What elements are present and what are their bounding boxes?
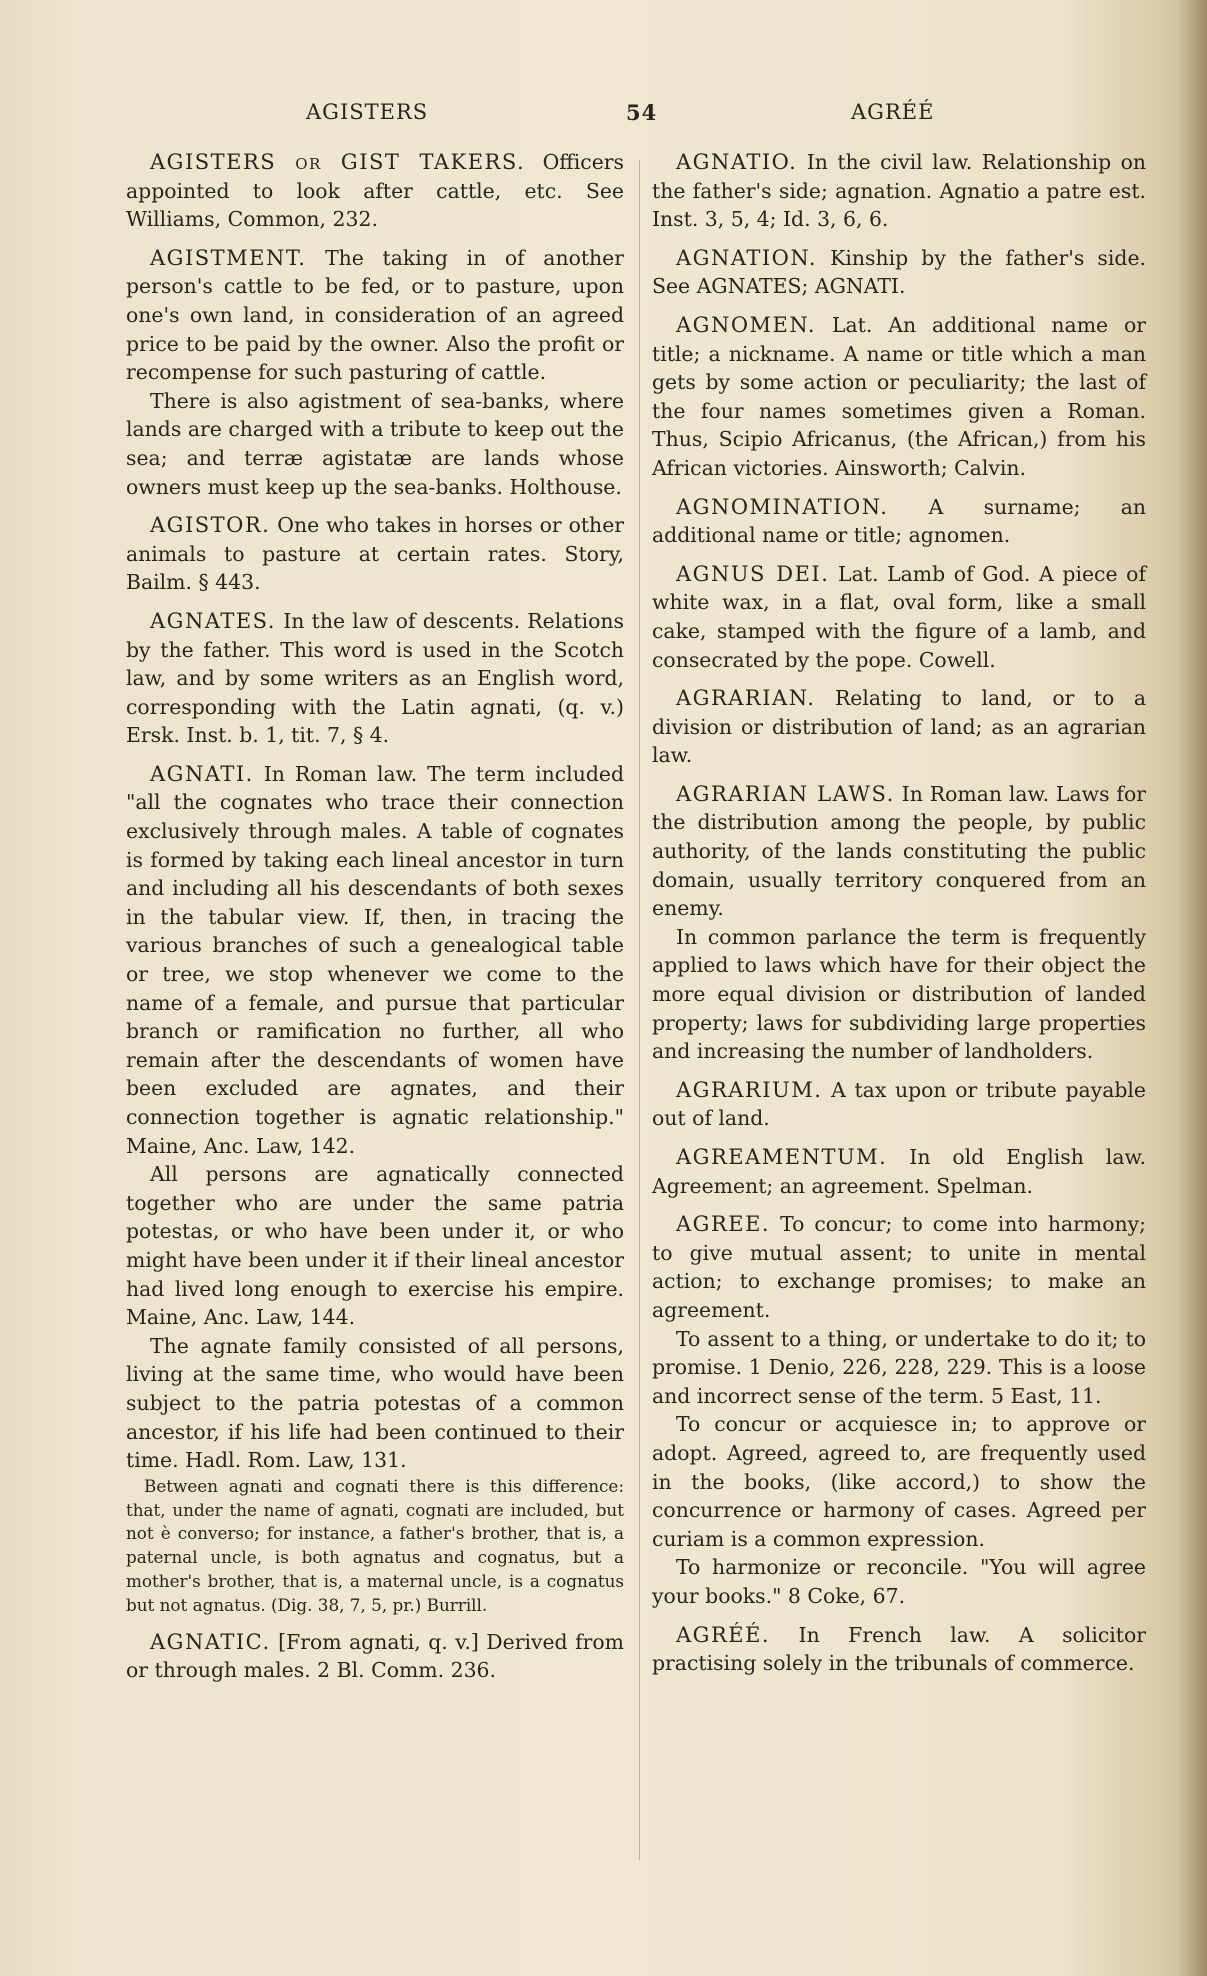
- entry-definition: [126, 1628, 624, 1685]
- header-left-guideword: AGISTERS: [306, 100, 429, 124]
- entry-headword: AGNATIC.: [150, 1629, 271, 1654]
- entry-text: Lat. An additional name or title; a nickname. A name or title which a man gets by some action or peculiarity; the last of the four names sometimes given a Roman. Thus, Scipio Africanus, (the African,) from his African victories. Ainsworth; Calvin.: [652, 312, 1147, 480]
- dictionary-entry: [126, 244, 624, 501]
- entry-definition: [126, 511, 624, 597]
- entry-text: In old English law. Agreement; an agreement. Spelman.: [652, 1145, 1147, 1198]
- entry-note: [126, 1475, 624, 1618]
- entry-definition: [652, 1210, 1146, 1324]
- dictionary-entry: [652, 244, 1146, 301]
- entry-text: [From agnati, q. v.] Derived from or through males. 2 Bl. Comm. 236.: [126, 1629, 624, 1683]
- entry-definition: [652, 148, 1146, 234]
- left-column: [126, 148, 624, 1695]
- entry-headword: AGRARIAN.: [676, 686, 816, 711]
- entry-text: To concur or acquiesce in; to approve or adopt. Agreed, agreed to, are frequently used in the books, (like accord,) to show the concurrence or harmony of cases. Agreed per curiam is a common expression.: [652, 1412, 1146, 1551]
- entry-text: One who takes in horses or other animals to pasture at certain rates. Story, Bailm. § 443.: [126, 513, 625, 595]
- dictionary-entry: [652, 1621, 1146, 1678]
- entry-text: In the law of descents. Relations by the father. This word is used in the Scotch law, and by some writers as an English word, corresponding with the Latin agnati, (q. v.) Ersk. Inst. b. 1, tit. 7, § 4.: [126, 608, 624, 748]
- dictionary-entry: [126, 607, 624, 750]
- entry-definition: [652, 244, 1146, 301]
- entry-text: A surname; an additional name or title; agnomen.: [652, 494, 1147, 548]
- entry-headword: AGNATION.: [676, 245, 818, 270]
- entry-definition: [652, 311, 1146, 483]
- entry-note-text: Between agnati and cognati there is this difference: that, under the name of agnati, cognati are included, but not è converso; for instance, a father's brother, that is, a paternal uncle, is both agnatus and cognatus, but a mother's brother, that is, a maternal uncle, is a cognatus but not agnatus. (Dig. 38, 7, 5, pr.) Burrill.: [126, 1475, 624, 1615]
- entry-headword: AGREAMENTUM.: [676, 1145, 888, 1169]
- entry-headword: AGNOMINATION.: [676, 494, 889, 519]
- entry-definition: [652, 780, 1146, 923]
- entry-headword: AGNATES.: [150, 608, 276, 633]
- entry-paragraph: [126, 1332, 624, 1475]
- entry-text: There is also agistment of sea-banks, where lands are charged with a tribute to keep out the sea; and terræ agistatæ are lands whose owners must keep up the sea-banks. Holthouse.: [126, 388, 624, 499]
- dictionary-entry: [652, 1210, 1146, 1610]
- entry-text: In French law. A solicitor practising solely in the tribunals of commerce.: [652, 1622, 1147, 1676]
- entry-paragraph: [652, 923, 1146, 1066]
- dictionary-entry: [652, 1076, 1146, 1133]
- entry-text: In Roman law. The term included "all the cognates who trace their connection exclusively through males. A table of cognates is formed by taking each lineal ancestor in turn and including all his descendants of both sexes in the tabular view. If, then, in tracing the various branches of such a genealogical table or tree, we stop whenever we come to the name of a female, and pursue that particular branch or ramification no further, all who remain after the descendants of women have been excluded are agnates, and their connection together is agnatic relationship." Maine, Anc. Law, 142.: [126, 761, 624, 1158]
- page-number: 54: [626, 100, 658, 125]
- entry-definition: [652, 493, 1146, 550]
- entry-definition: [126, 148, 624, 234]
- entry-definition: [652, 684, 1146, 770]
- entry-text: In Roman law. Laws for the distribution among the people, by public authority, of the lands constituting the public domain, usually territory conquered from an enemy.: [652, 781, 1146, 921]
- entry-paragraph: [652, 1553, 1146, 1610]
- entry-text: To concur; to come into harmony; to give mutual assent; to unite in mental action; to exchange promises; to make an agreement.: [652, 1212, 1147, 1322]
- dictionary-entry: [126, 148, 624, 234]
- entry-definition: [126, 244, 624, 387]
- entry-text: Officers appointed to look after cattle, etc. See Williams, Common, 232.: [126, 150, 625, 232]
- entry-headword: AGRARIUM.: [676, 1077, 823, 1102]
- running-header: [0, 94, 1207, 130]
- dictionary-entry: [652, 684, 1146, 770]
- entry-text: Kinship by the father's side. See AGNATES; AGNATI.: [652, 245, 1147, 299]
- entry-text: To harmonize or reconcile. "You will agree your books." 8 Coke, 67.: [652, 1555, 1146, 1608]
- page-edge-shadow: [1177, 0, 1207, 1976]
- entry-definition: [652, 1076, 1146, 1133]
- entry-headword: AGNUS DEI.: [676, 561, 830, 586]
- entry-paragraph: [652, 1410, 1146, 1553]
- dictionary-entry: [126, 1628, 624, 1685]
- dictionary-entry: [126, 760, 624, 1618]
- entry-text: To assent to a thing, or undertake to do it; to promise. 1 Denio, 226, 228, 229. This is a loose and incorrect sense of the term. 5 East, 11.: [652, 1326, 1146, 1408]
- dictionary-entry: [652, 148, 1146, 234]
- entry-headword: AGISTERS or GIST TAKERS.: [150, 150, 526, 174]
- entry-text: In common parlance the term is frequently applied to laws which have for their object the more equal division or distribution of landed property; laws for subdividing large properties and increasing the number of landholders.: [652, 924, 1146, 1064]
- dictionary-entry: [652, 493, 1146, 550]
- entry-headword: AGNATI.: [150, 761, 254, 786]
- entry-headword: AGRÉÉ.: [676, 1622, 771, 1647]
- entry-definition: [652, 1621, 1146, 1678]
- entry-text: The taking in of another person's cattle to be fed, or to pasture, upon one's own land, in consideration of an agreed price to be paid by the owner. Also the profit or recompense for such pasturing of cattle.: [126, 245, 625, 385]
- right-column: [652, 148, 1146, 1688]
- entry-text: Lat. Lamb of God. A piece of white wax, in a flat, oval form, like a small cake, stamped with the figure of a lamb, and consecrated by the pope. Cowell.: [652, 561, 1147, 672]
- entry-text: Relating to land, or to a division or distribution of land; as an agrarian law.: [652, 686, 1147, 768]
- entry-text: The agnate family consisted of all persons, living at the same time, who would have been subject to the patria potestas of a common ancestor, if his life had been continued to their time. Hadl. Rom. Law, 131.: [126, 1333, 624, 1473]
- entry-definition: [652, 1143, 1146, 1200]
- entry-headword: AGRARIAN LAWS.: [676, 781, 895, 806]
- dictionary-entry: [652, 311, 1146, 483]
- header-right-guideword: AGRÉÉ: [851, 100, 935, 124]
- dictionary-entry: [652, 780, 1146, 1066]
- entry-definition: [126, 607, 624, 750]
- dictionary-entry: [126, 511, 624, 597]
- entry-headword: AGNATIO.: [676, 150, 798, 174]
- entry-text: In the civil law. Relationship on the father's side; agnation. Agnatio a patre est. Inst. 3, 5, 4; Id. 3, 6, 6.: [652, 150, 1146, 232]
- entry-headword: AGISTOR.: [150, 513, 271, 538]
- dictionary-entry: [652, 1143, 1146, 1200]
- column-divider: [639, 160, 640, 1860]
- entry-paragraph: [652, 1325, 1146, 1411]
- entry-headword: AGNOMEN.: [676, 312, 817, 337]
- entry-text: A tax upon or tribute payable out of land.: [652, 1077, 1147, 1131]
- entry-headword: AGREE.: [676, 1212, 771, 1237]
- entry-paragraph: [126, 387, 624, 501]
- dictionary-entry: [652, 560, 1146, 674]
- entry-headword: AGISTMENT.: [150, 245, 307, 270]
- entry-definition: [652, 560, 1146, 674]
- entry-paragraph: [126, 1160, 624, 1332]
- entry-text: All persons are agnatically connected together who are under the same patria potestas, or who have been under it, or who might have been under it if their lineal ancestor had lived long enough to exercise his empire. Maine, Anc. Law, 144.: [126, 1162, 624, 1330]
- entry-definition: [126, 760, 624, 1160]
